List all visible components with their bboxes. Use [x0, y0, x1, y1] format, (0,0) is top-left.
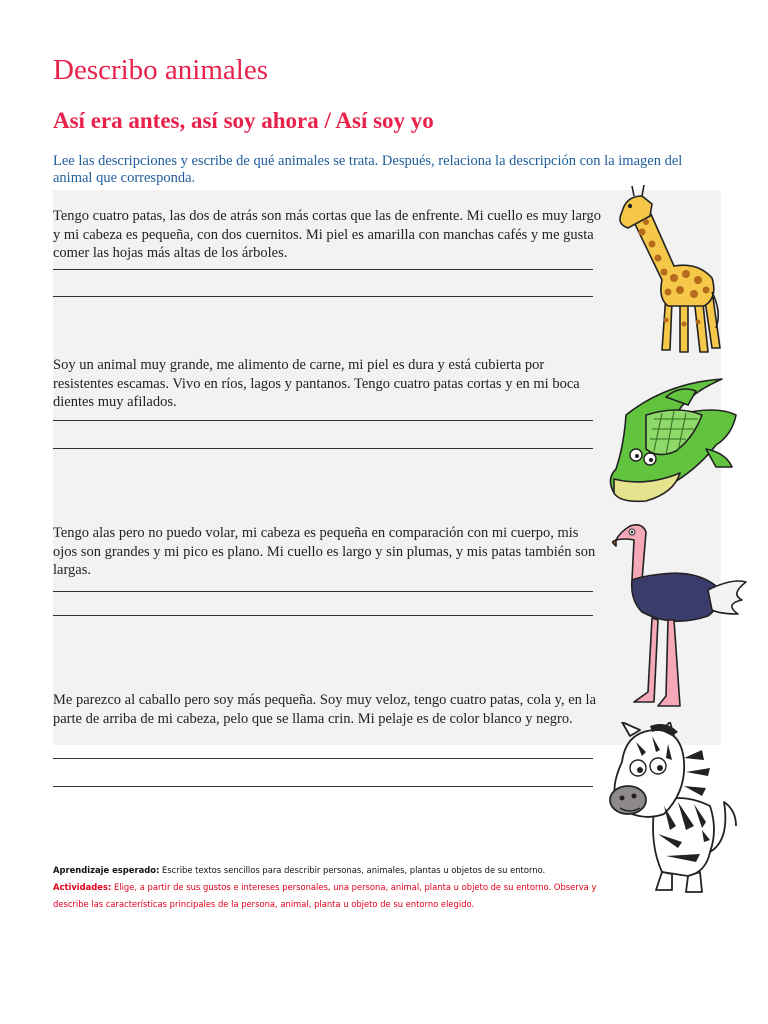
- instructions-text: Lee las descripciones y escribe de qué animales se trata. Después, relaciona la descripción con la imagen del animal que corresponda.: [53, 153, 683, 186]
- answer-line-3b[interactable]: [53, 615, 593, 616]
- activities-text: Elige, a partir de sus gustos e intereses personales, una persona, animal, planta u objeto de su entorno. Observa y describe las características principales de la persona, animal, planta u objeto de su entorno elegido.: [53, 882, 597, 909]
- learning-label: Aprendizaje esperado:: [53, 865, 160, 875]
- answer-line-4b[interactable]: [53, 786, 593, 787]
- ostrich-icon[interactable]: [612, 520, 748, 712]
- answer-line-3a[interactable]: [53, 591, 593, 592]
- footer-notes: [53, 862, 613, 913]
- answer-line-4a[interactable]: [53, 758, 593, 759]
- answer-line-1a[interactable]: [53, 269, 593, 270]
- page-title: Describo animales: [53, 54, 269, 86]
- answer-line-2a[interactable]: [53, 420, 593, 421]
- description-4: Me parezco al caballo pero soy más pequeña. Soy muy veloz, tengo cuatro patas, cola y, en la parte de arriba de mi cabeza, pelo que se llama crin. Mi pelaje es de color blanco y negro.: [53, 692, 597, 727]
- description-1: Tengo cuatro patas, las dos de atrás son más cortas que las de enfrente. Mi cuello es muy largo y mi cabeza es pequeña, con dos cuernitos. Mi piel es amarilla con manchas cafés y me gusta comer las hojas más altas de los árboles.: [53, 208, 601, 261]
- activities-label: Actividades:: [53, 882, 112, 892]
- giraffe-icon[interactable]: [608, 182, 724, 360]
- answer-line-1b[interactable]: [53, 296, 593, 297]
- description-2: Soy un animal muy grande, me alimento de carne, mi piel es dura y está cubierta por resistentes escamas. Vivo en ríos, lagos y pantanos. Tengo cuatro patas cortas y en mi boca dientes muy afilados.: [53, 357, 580, 410]
- crocodile-icon[interactable]: [606, 375, 746, 510]
- description-3: Tengo alas pero no puedo volar, mi cabeza es pequeña en comparación con mi cuerpo, mis ojos son grandes y mi pico es plano. Mi cuello es largo y sin plumas, y mis patas también son largas.: [53, 525, 596, 578]
- page-subtitle: Así era antes, así soy ahora / Así soy yo: [53, 108, 434, 133]
- answer-line-2b[interactable]: [53, 448, 593, 449]
- learning-text: Escribe textos sencillos para describir personas, animales, plantas u objetos de su entorno.: [159, 865, 546, 875]
- zebra-icon[interactable]: [606, 722, 744, 894]
